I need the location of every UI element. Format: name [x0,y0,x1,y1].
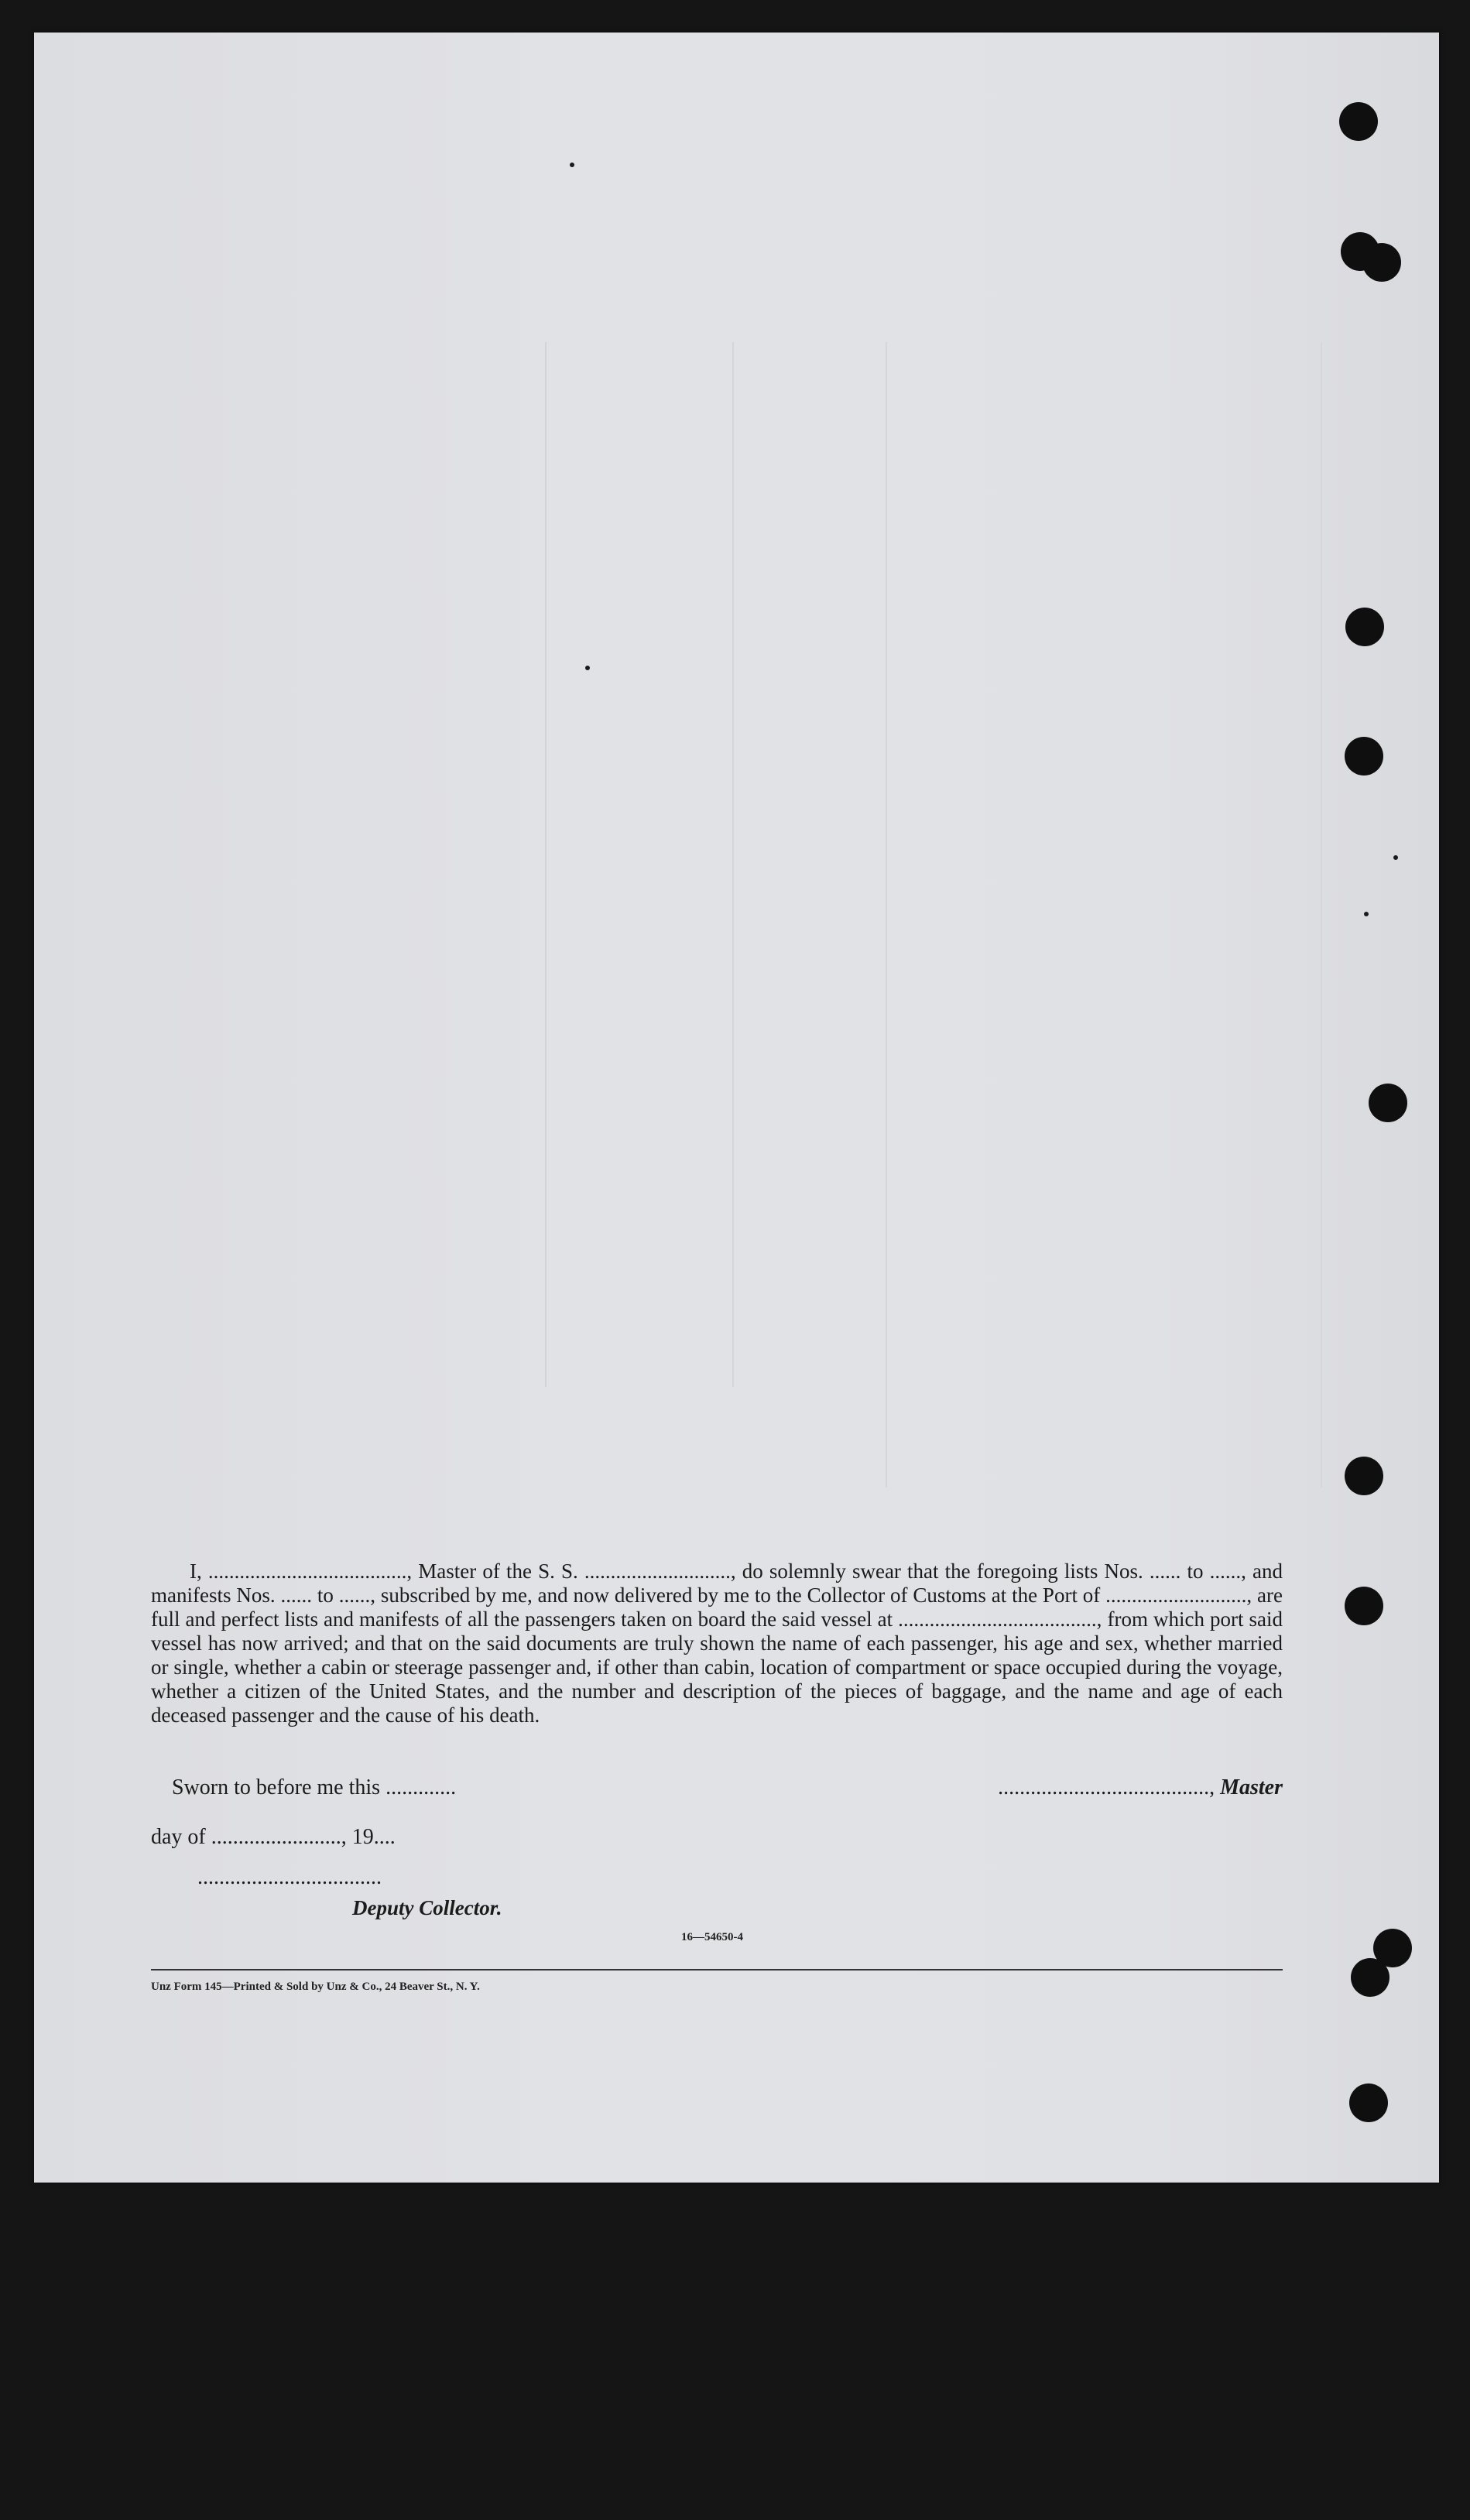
manifest-page [34,33,1439,2183]
master-dots: ......................................., [998,1775,1221,1799]
deputy-signature-dots: .................................. [197,1865,382,1889]
bleed-through-column [545,342,734,1387]
printer-imprint: Unz Form 145—Printed & Sold by Unz & Co., 24 Beaver St., N. Y. [151,1981,480,1993]
scan-speck [1393,855,1398,860]
bleed-through-block [886,342,1322,1488]
punch-hole [1349,2083,1388,2122]
day-of-line: day of ........................, 19.... [151,1825,396,1849]
form-number: 16—54650-4 [681,1931,743,1943]
scan-speck [585,666,590,670]
punch-hole [1345,1587,1383,1625]
sworn-line: Sworn to before me this ............. [172,1775,457,1799]
scan-speck [570,163,574,167]
master-label: Master [1220,1775,1283,1799]
master-signature-line [793,1775,1283,1800]
footer-rule [151,1969,1283,1970]
scan-speck [1364,912,1369,916]
punch-hole [1345,608,1384,646]
punch-hole [1339,102,1378,141]
punch-hole [1369,1084,1407,1122]
deputy-collector-label: Deputy Collector. [352,1896,502,1919]
oath-paragraph: I, ......................................, Master of the S. S. ............................, do solemnly swear that the foregoing lists Nos. ...... to ......, and manifests Nos. ...... to ......, subscribed by me, and now delivered by me to the Collector of Customs at the Port of ..........................., are full and perfect lists and manifests of all the passengers taken on board the said vessel at ......................................, from which port said vessel has now arrived; and that on the said documents are truly shown the name of each passenger, his age and sex, whether married or single, whether a cabin or steerage passenger and, if other than cabin, location of compartment or space occupied during the voyage, whether a citizen of the United States, and the number and description of the pieces of baggage, and the name and age of each deceased passenger and the cause of his death. [151,1560,1283,1727]
punch-hole [1345,1457,1383,1495]
punch-hole [1351,1958,1389,1997]
punch-hole [1362,243,1401,282]
punch-hole [1345,737,1383,776]
